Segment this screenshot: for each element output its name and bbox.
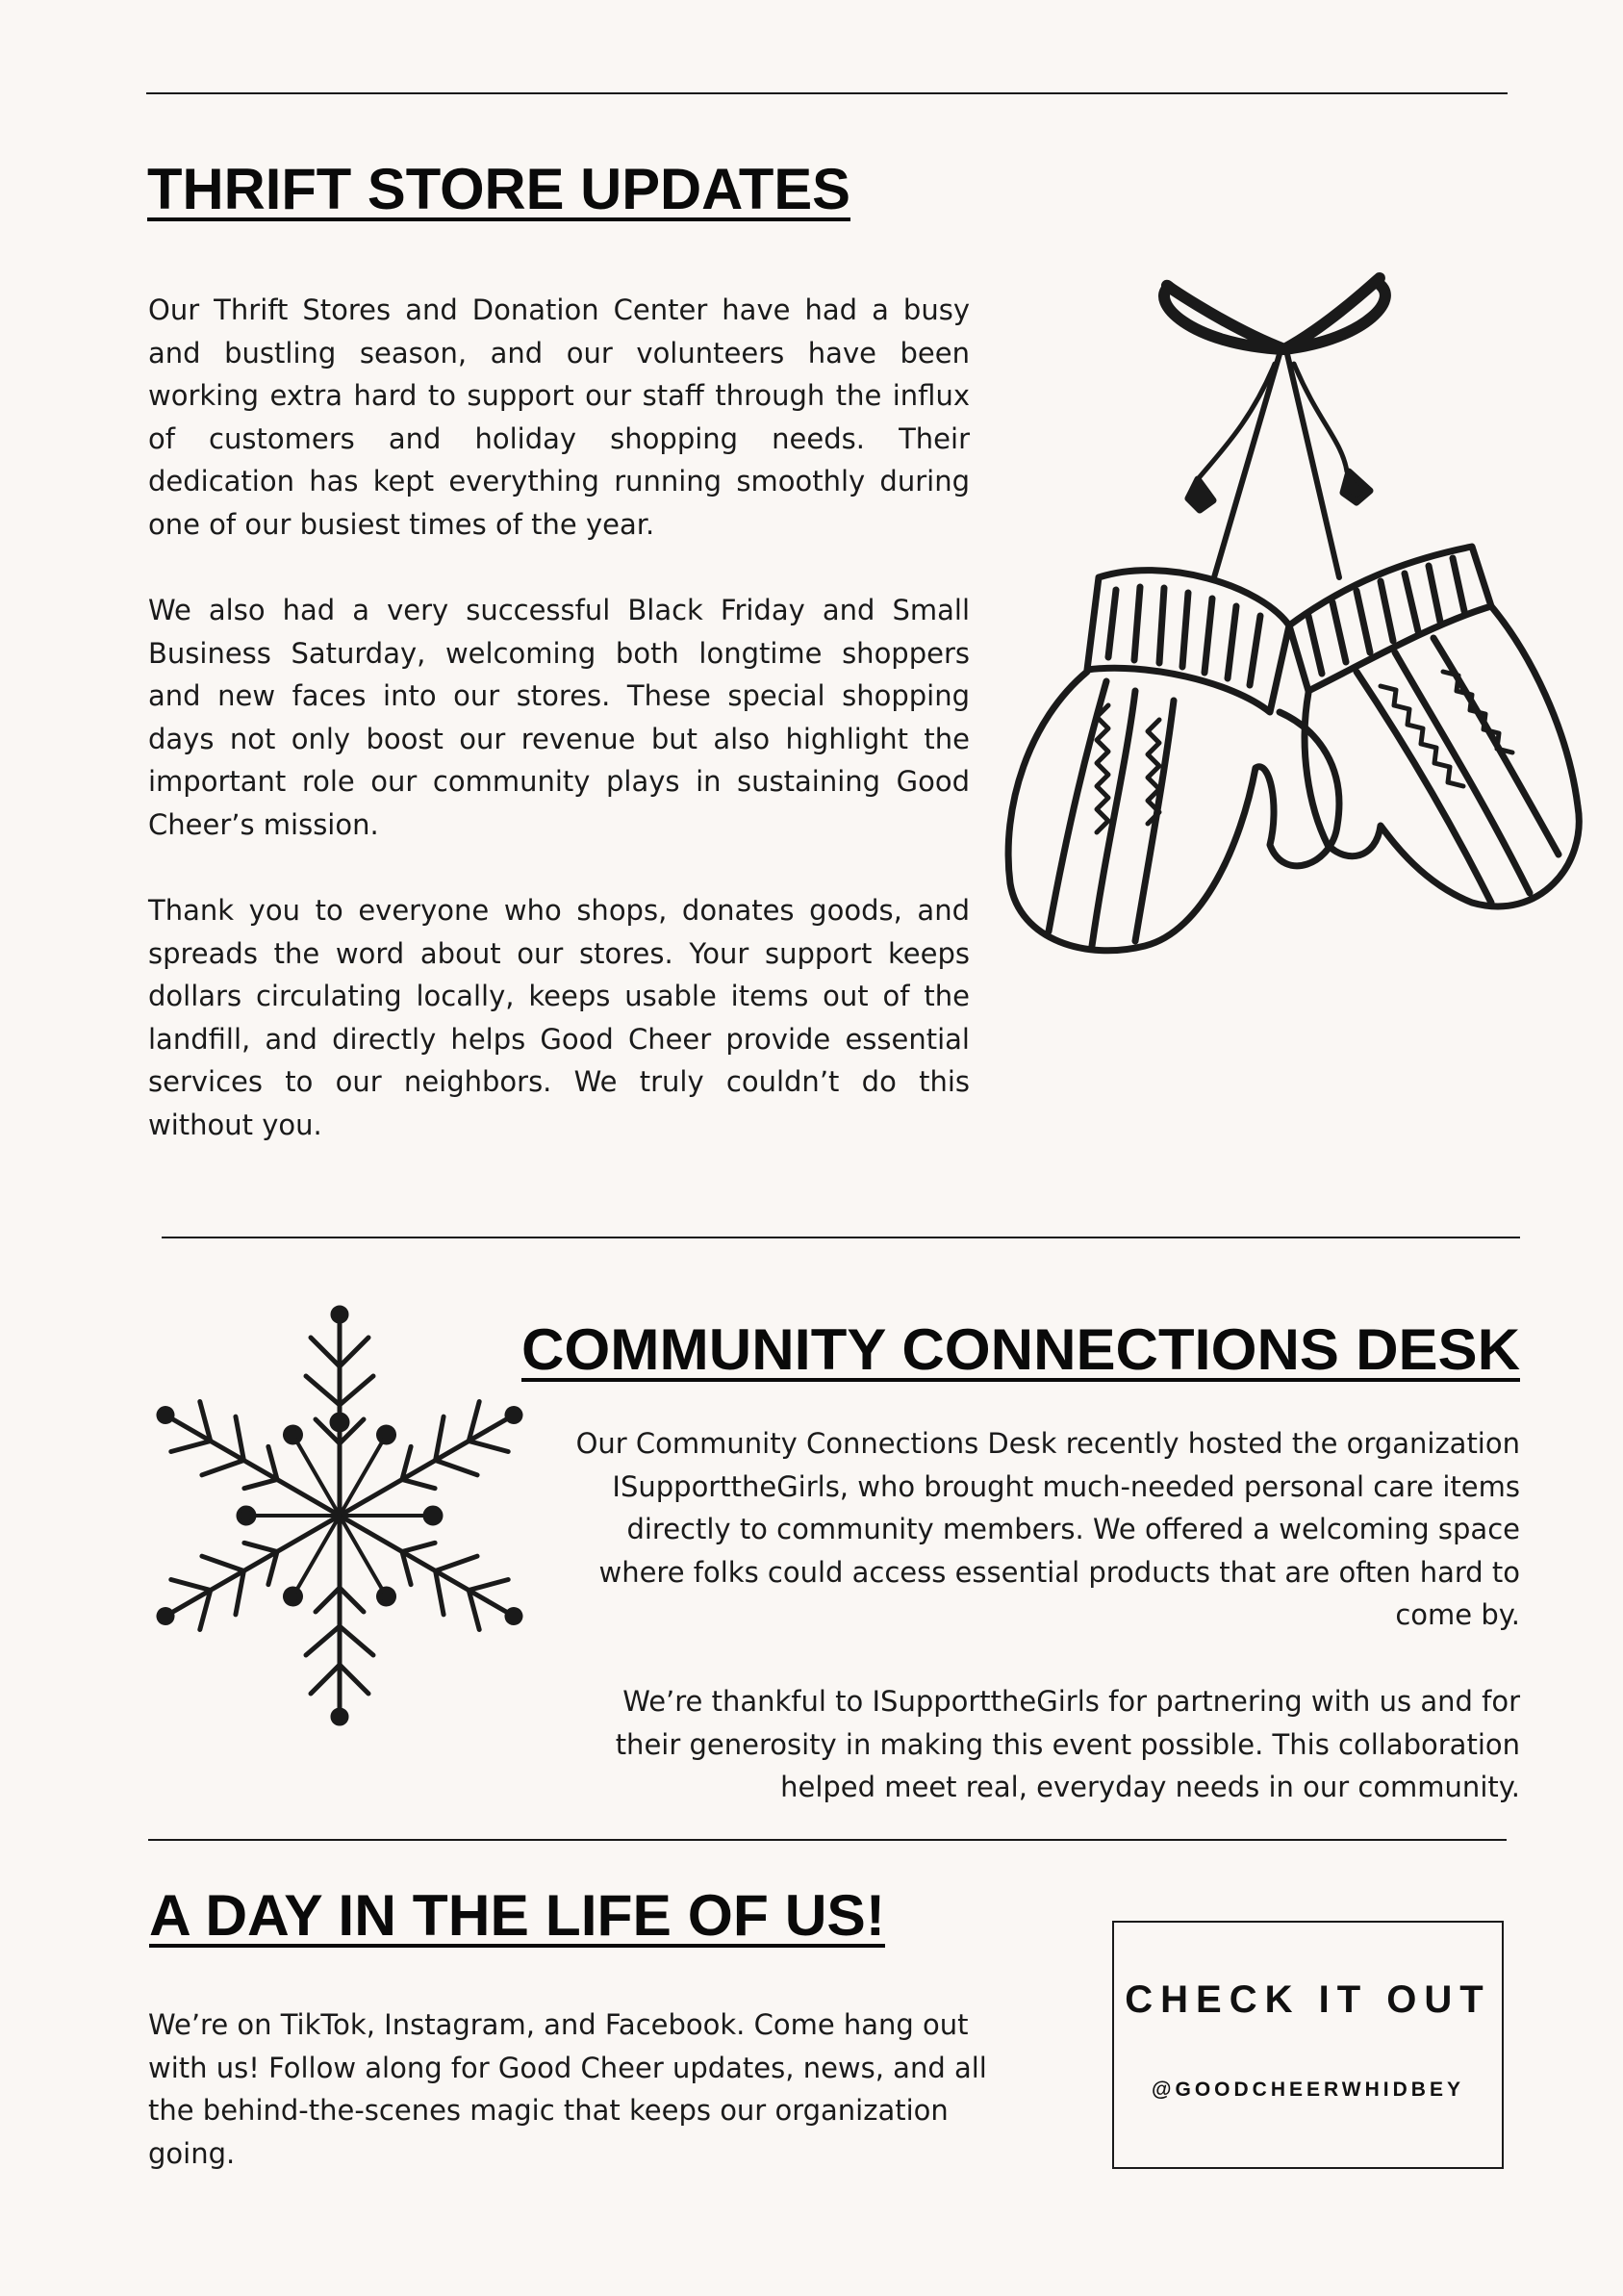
lower-divider (148, 1839, 1507, 1841)
community-paragraph-2: We’re thankful to ISupporttheGirls for partnering with us and for their generosity in making this event possible. This collaboration helped meet real, everyday needs in our community. (615, 1685, 1520, 1804)
bow-loop-left (1164, 286, 1284, 349)
mittens-illustration (991, 268, 1597, 970)
community-paragraph-1: Our Community Connections Desk recently hosted the organization ISupporttheGirls, who brought much-needed personal care items directly to community members. We offered a welcoming space where folks could access essential products that are often hard to come by. (575, 1427, 1520, 1632)
thrift-paragraph-3: Thank you to everyone who shops, donates goods, and spreads the word about our stores. Your support keeps dollars circulating locally, keeps usable items out of the landfill, and directly helps Good Cheer provide essential services to our neighbors. We truly couldn’t do this without you. (148, 894, 970, 1141)
middle-divider (162, 1237, 1520, 1238)
social-handle: @GOODCHEERWHIDBEY (1152, 2079, 1464, 2101)
thrift-heading: THRIFT STORE UPDATES (147, 157, 850, 221)
day-heading: A DAY IN THE LIFE OF US! (149, 1883, 885, 1948)
snowflake-illustration (114, 1299, 566, 1732)
thrift-paragraph-1: Our Thrift Stores and Donation Center have had a busy and bustling season, and our volunteers have been working extra hard to support our staff through the influx of customers and holiday shopping needs. Their dedication has kept everything running smoothly during one of our busiest times of the year. (148, 293, 970, 541)
bow-loop-right (1284, 278, 1385, 349)
top-divider (146, 92, 1508, 94)
day-paragraph: We’re on TikTok, Instagram, and Facebook. Come hang out with us! Follow along for Good Cheer updates, news, and all the behind-the-scenes magic that keeps our organization going. (148, 2008, 987, 2170)
cta-title: CHECK IT OUT (1125, 1978, 1491, 2021)
check-it-out-box[interactable] (1112, 1921, 1504, 2169)
thrift-paragraph-2: We also had a very successful Black Friday and Small Business Saturday, welcoming both longtime shoppers and new faces into our stores. These special shopping days not only boost our revenue but also highlight the important role our community plays in sustaining Good Cheer’s mission. (148, 594, 970, 841)
community-heading: COMMUNITY CONNECTIONS DESK (521, 1317, 1520, 1382)
